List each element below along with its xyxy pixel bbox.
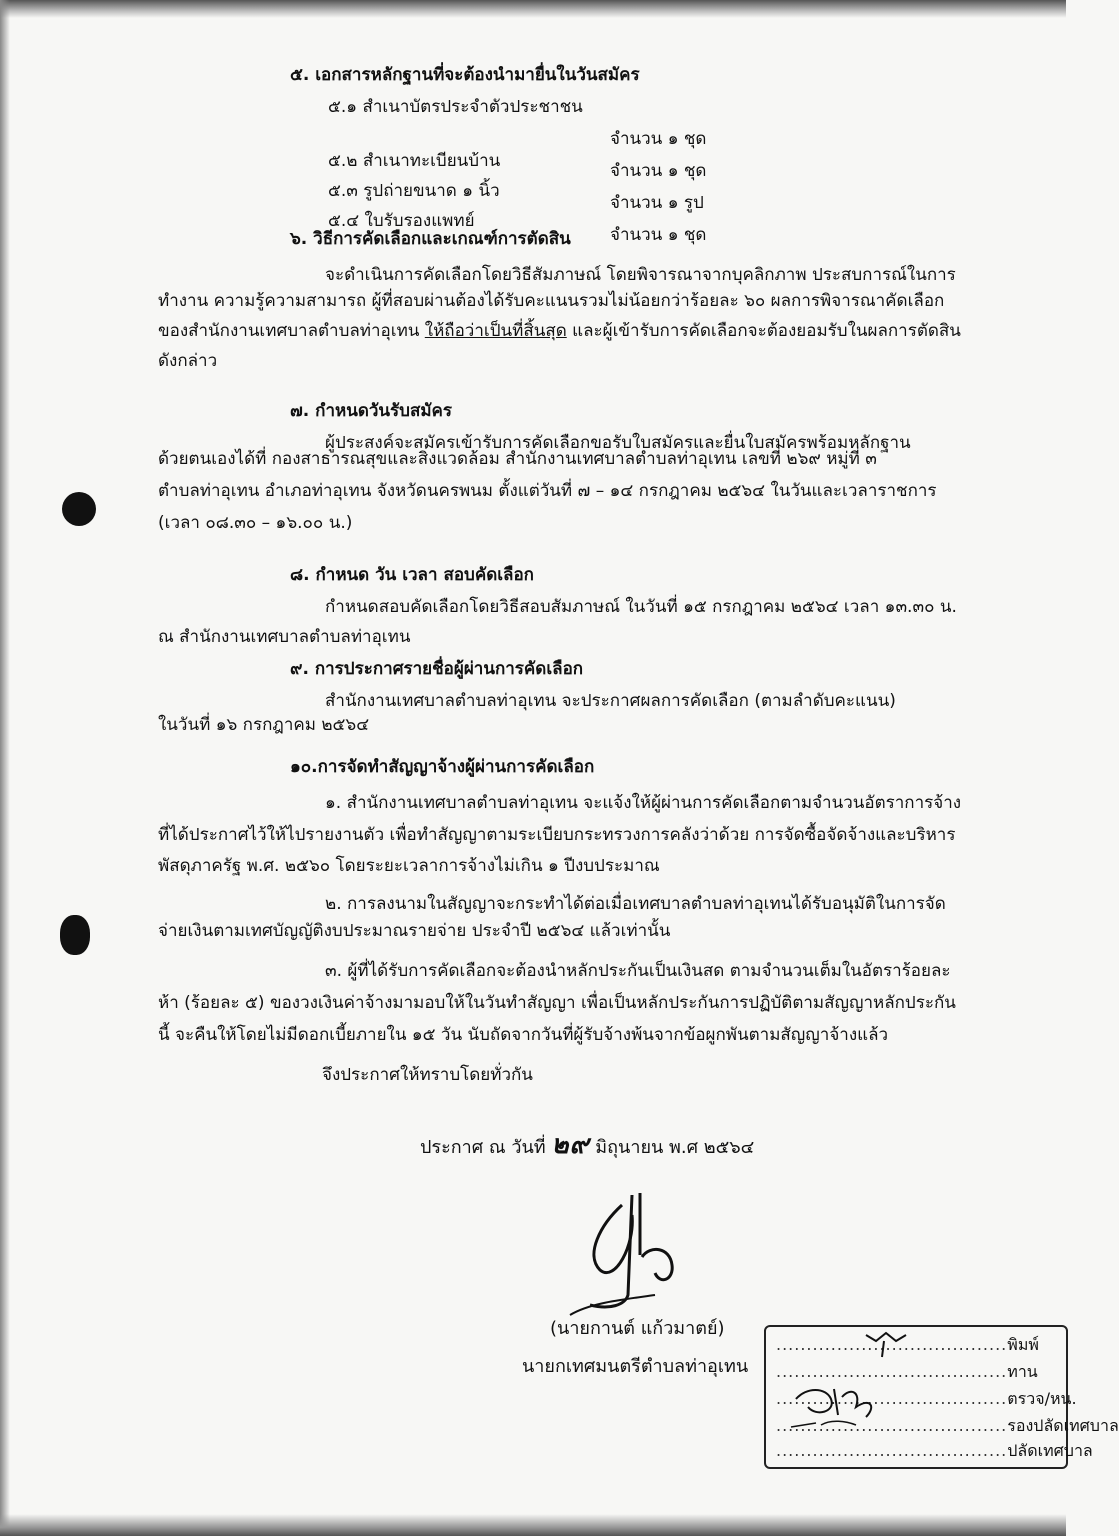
sec5-item-3-qty: จำนวน ๑ รูป [610, 193, 704, 213]
sec5-item-2-label: ๕.๒ สำเนาทะเบียนบ้าน [328, 151, 501, 171]
sec5-item-1-qty: จำนวน ๑ ชุด [610, 129, 707, 149]
sec7-heading: ๗. กำหนดวันรับสมัคร [290, 401, 453, 421]
sec6-line-3 [158, 320, 961, 342]
sec6-line-4: ดังกล่าว [158, 351, 218, 371]
announce-day: ๒๙ [551, 1130, 590, 1160]
sec5-item-2-qty: จำนวน ๑ ชุด [610, 161, 707, 181]
sec10-p1-line-1: ๑. สำนักงานเทศบาลตำบลท่าอุเทน จะแจ้งให้ผู้ผ่านการคัดเลือกตามจำนวนอัตราการจ้าง [325, 793, 962, 813]
stamp-row-3: ......................................ตรวจ/หน. [776, 1389, 1077, 1408]
sec6-final-clause: ให้ถือว่าเป็นที่สิ้นสุด [424, 321, 567, 341]
stamp-label-4: รองปลัดเทศบาล [1007, 1416, 1119, 1435]
sec6-line-1: จะดำเนินการคัดเลือกโดยวิธีสัมภาษณ์ โดยพิจารณาจากบุคลิกภาพ ประสบการณ์ในการ [325, 265, 956, 285]
stamp-row-2: ......................................ทาน [776, 1362, 1038, 1381]
sec7-line-4: (เวลา ๐๘.๓๐ – ๑๖.๐๐ น.) [158, 513, 353, 533]
stamp-label-1: พิมพ์ [1007, 1335, 1039, 1354]
sec8-line-1: กำหนดสอบคัดเลือกโดยวิธีสอบสัมภาษณ์ ในวันที่ ๑๕ กรกฎาคม ๒๕๖๔ เวลา ๑๓.๓๐ น. [325, 597, 957, 617]
sec5-heading: ๕. เอกสารหลักฐานที่จะต้องนำมายื่นในวันสมัคร [290, 65, 640, 85]
sec10-heading: ๑๐.การจัดทำสัญญาจ้างผู้ผ่านการคัดเลือก [290, 757, 595, 777]
scan-bottom-edge [0, 1514, 1066, 1536]
sec10-p2-line-1: ๒. การลงนามในสัญญาจะกระทำได้ต่อเมื่อเทศบาลตำบลท่าอุเทนได้รับอนุมัติในการจัด [325, 894, 946, 914]
sec6-line-3a: ของสำนักงานเทศบาลตำบลท่าอุเทน [158, 321, 425, 341]
scan-left-edge [0, 0, 10, 1536]
sec7-line-2: ด้วยตนเองได้ที่ กองสาธารณสุขและสิ่งแวดล้อม สำนักงานเทศบาลตำบลท่าอุเทน เลขที่ ๒๖๙ หมู่ที่ ๓ [158, 449, 877, 469]
announce-prefix: ประกาศ ณ วันที่ [420, 1137, 546, 1158]
sec8-heading: ๘. กำหนด วัน เวลา สอบคัดเลือก [290, 565, 534, 585]
closing-line: จึงประกาศให้ทราบโดยทั่วกัน [322, 1065, 533, 1085]
sec6-line-3c: และผู้เข้ารับการคัดเลือกจะต้องยอมรับในผลการตัดสิน [566, 321, 961, 341]
stamp-label-3: ตรวจ/หน. [1007, 1389, 1077, 1408]
punch-hole-upper [62, 492, 96, 526]
sec7-line-1: ผู้ประสงค์จะสมัครเข้ารับการคัดเลือกขอรับใบสมัครและยื่นใบสมัครพร้อมหลักฐาน [325, 433, 911, 453]
stamp-row-5: ......................................ปลัดเทศบาล [776, 1441, 1093, 1460]
sec10-p1-line-3: พัสดุภาครัฐ พ.ศ. ๒๕๖๐ โดยระยะเวลาการจ้างไม่เกิน ๑ ปีงบประมาณ [158, 856, 660, 876]
signer-title: นายกเทศมนตรีตำบลท่าอุเทน [522, 1356, 749, 1377]
stamp-row-1: ......................................พิมพ์ [776, 1335, 1039, 1354]
announce-suffix: มิถุนายน พ.ศ ๒๕๖๔ [595, 1137, 755, 1158]
stamp-row-4: ......................................รองปลัดเทศบาล [776, 1416, 1119, 1435]
sec5-item-3-label: ๕.๓ รูปถ่ายขนาด ๑ นิ้ว [328, 181, 500, 201]
sec10-p3-line-3: นี้ จะคืนให้โดยไม่มีดอกเบี้ยภายใน ๑๕ วัน นับถัดจากวันที่ผู้รับจ้างพ้นจากข้อผูกพันตามสัญญาจ้างแล้ว [158, 1025, 889, 1045]
stamp-initials-image [776, 1327, 936, 1437]
stamp-label-5: ปลัดเทศบาล [1007, 1441, 1093, 1460]
sec9-heading: ๙. การประกาศรายชื่อผู้ผ่านการคัดเลือก [290, 659, 584, 679]
sec5-item-4-label: ๕.๔ ใบรับรองแพทย์ [328, 211, 475, 231]
stamp-label-2: ทาน [1007, 1362, 1038, 1381]
routing-stamp [764, 1325, 1119, 1469]
sec10-p3-line-1: ๓. ผู้ที่ได้รับการคัดเลือกจะต้องนำหลักประกันเป็นเงินสด ตามจำนวนเต็มในอัตราร้อยละ [325, 961, 951, 981]
sec5-item-1-label: ๕.๑ สำเนาบัตรประจำตัวประชาชน [328, 97, 583, 117]
signature-image [560, 1185, 710, 1325]
sec10-p1-line-2: ที่ได้ประกาศไว้ให้ไปรายงานตัว เพื่อทำสัญญาตามระเบียบกระทรวงการคลังว่าด้วย การจัดซื้อจัดจ้างและบริหาร [158, 825, 956, 845]
scan-top-edge [0, 0, 1066, 18]
sec9-line-1: สำนักงานเทศบาลตำบลท่าอุเทน จะประกาศผลการคัดเลือก (ตามลำดับคะแนน) [325, 691, 896, 711]
sec7-line-3: ตำบลท่าอุเทน อำเภอท่าอุเทน จังหวัดนครพนม ตั้งแต่วันที่ ๗ – ๑๔ กรกฎาคม ๒๕๖๔ ในวันและเวลาราชการ [158, 481, 937, 501]
sec9-line-2: ในวันที่ ๑๖ กรกฎาคม ๒๕๖๔ [158, 715, 370, 735]
sec10-p2-line-2: จ่ายเงินตามเทศบัญญัติงบประมาณรายจ่าย ประจำปี ๒๕๖๔ แล้วเท่านั้น [158, 921, 671, 941]
announce-date [420, 1130, 755, 1160]
sec6-line-2: ทำงาน ความรู้ความสามารถ ผู้ที่สอบผ่านต้องได้รับคะแนนรวมไม่น้อยกว่าร้อยละ ๖๐ ผลการพิจารณาคัดเลือก [158, 291, 945, 311]
sec8-line-2: ณ สำนักงานเทศบาลตำบลท่าอุเทน [158, 627, 411, 647]
sec10-p3-line-2: ห้า (ร้อยละ ๕) ของวงเงินค่าจ้างมามอบให้ในวันทำสัญญา เพื่อเป็นหลักประกันการปฏิบัติตามสัญญาหลักประกัน [158, 993, 956, 1013]
signer-name: (นายกานต์ แก้วมาตย์) [550, 1318, 725, 1339]
sec5-item-4-qty: จำนวน ๑ ชุด [610, 225, 707, 245]
sec6-heading: ๖. วิธีการคัดเลือกและเกณฑ์การตัดสิน [290, 229, 571, 249]
punch-hole-lower [60, 915, 90, 955]
